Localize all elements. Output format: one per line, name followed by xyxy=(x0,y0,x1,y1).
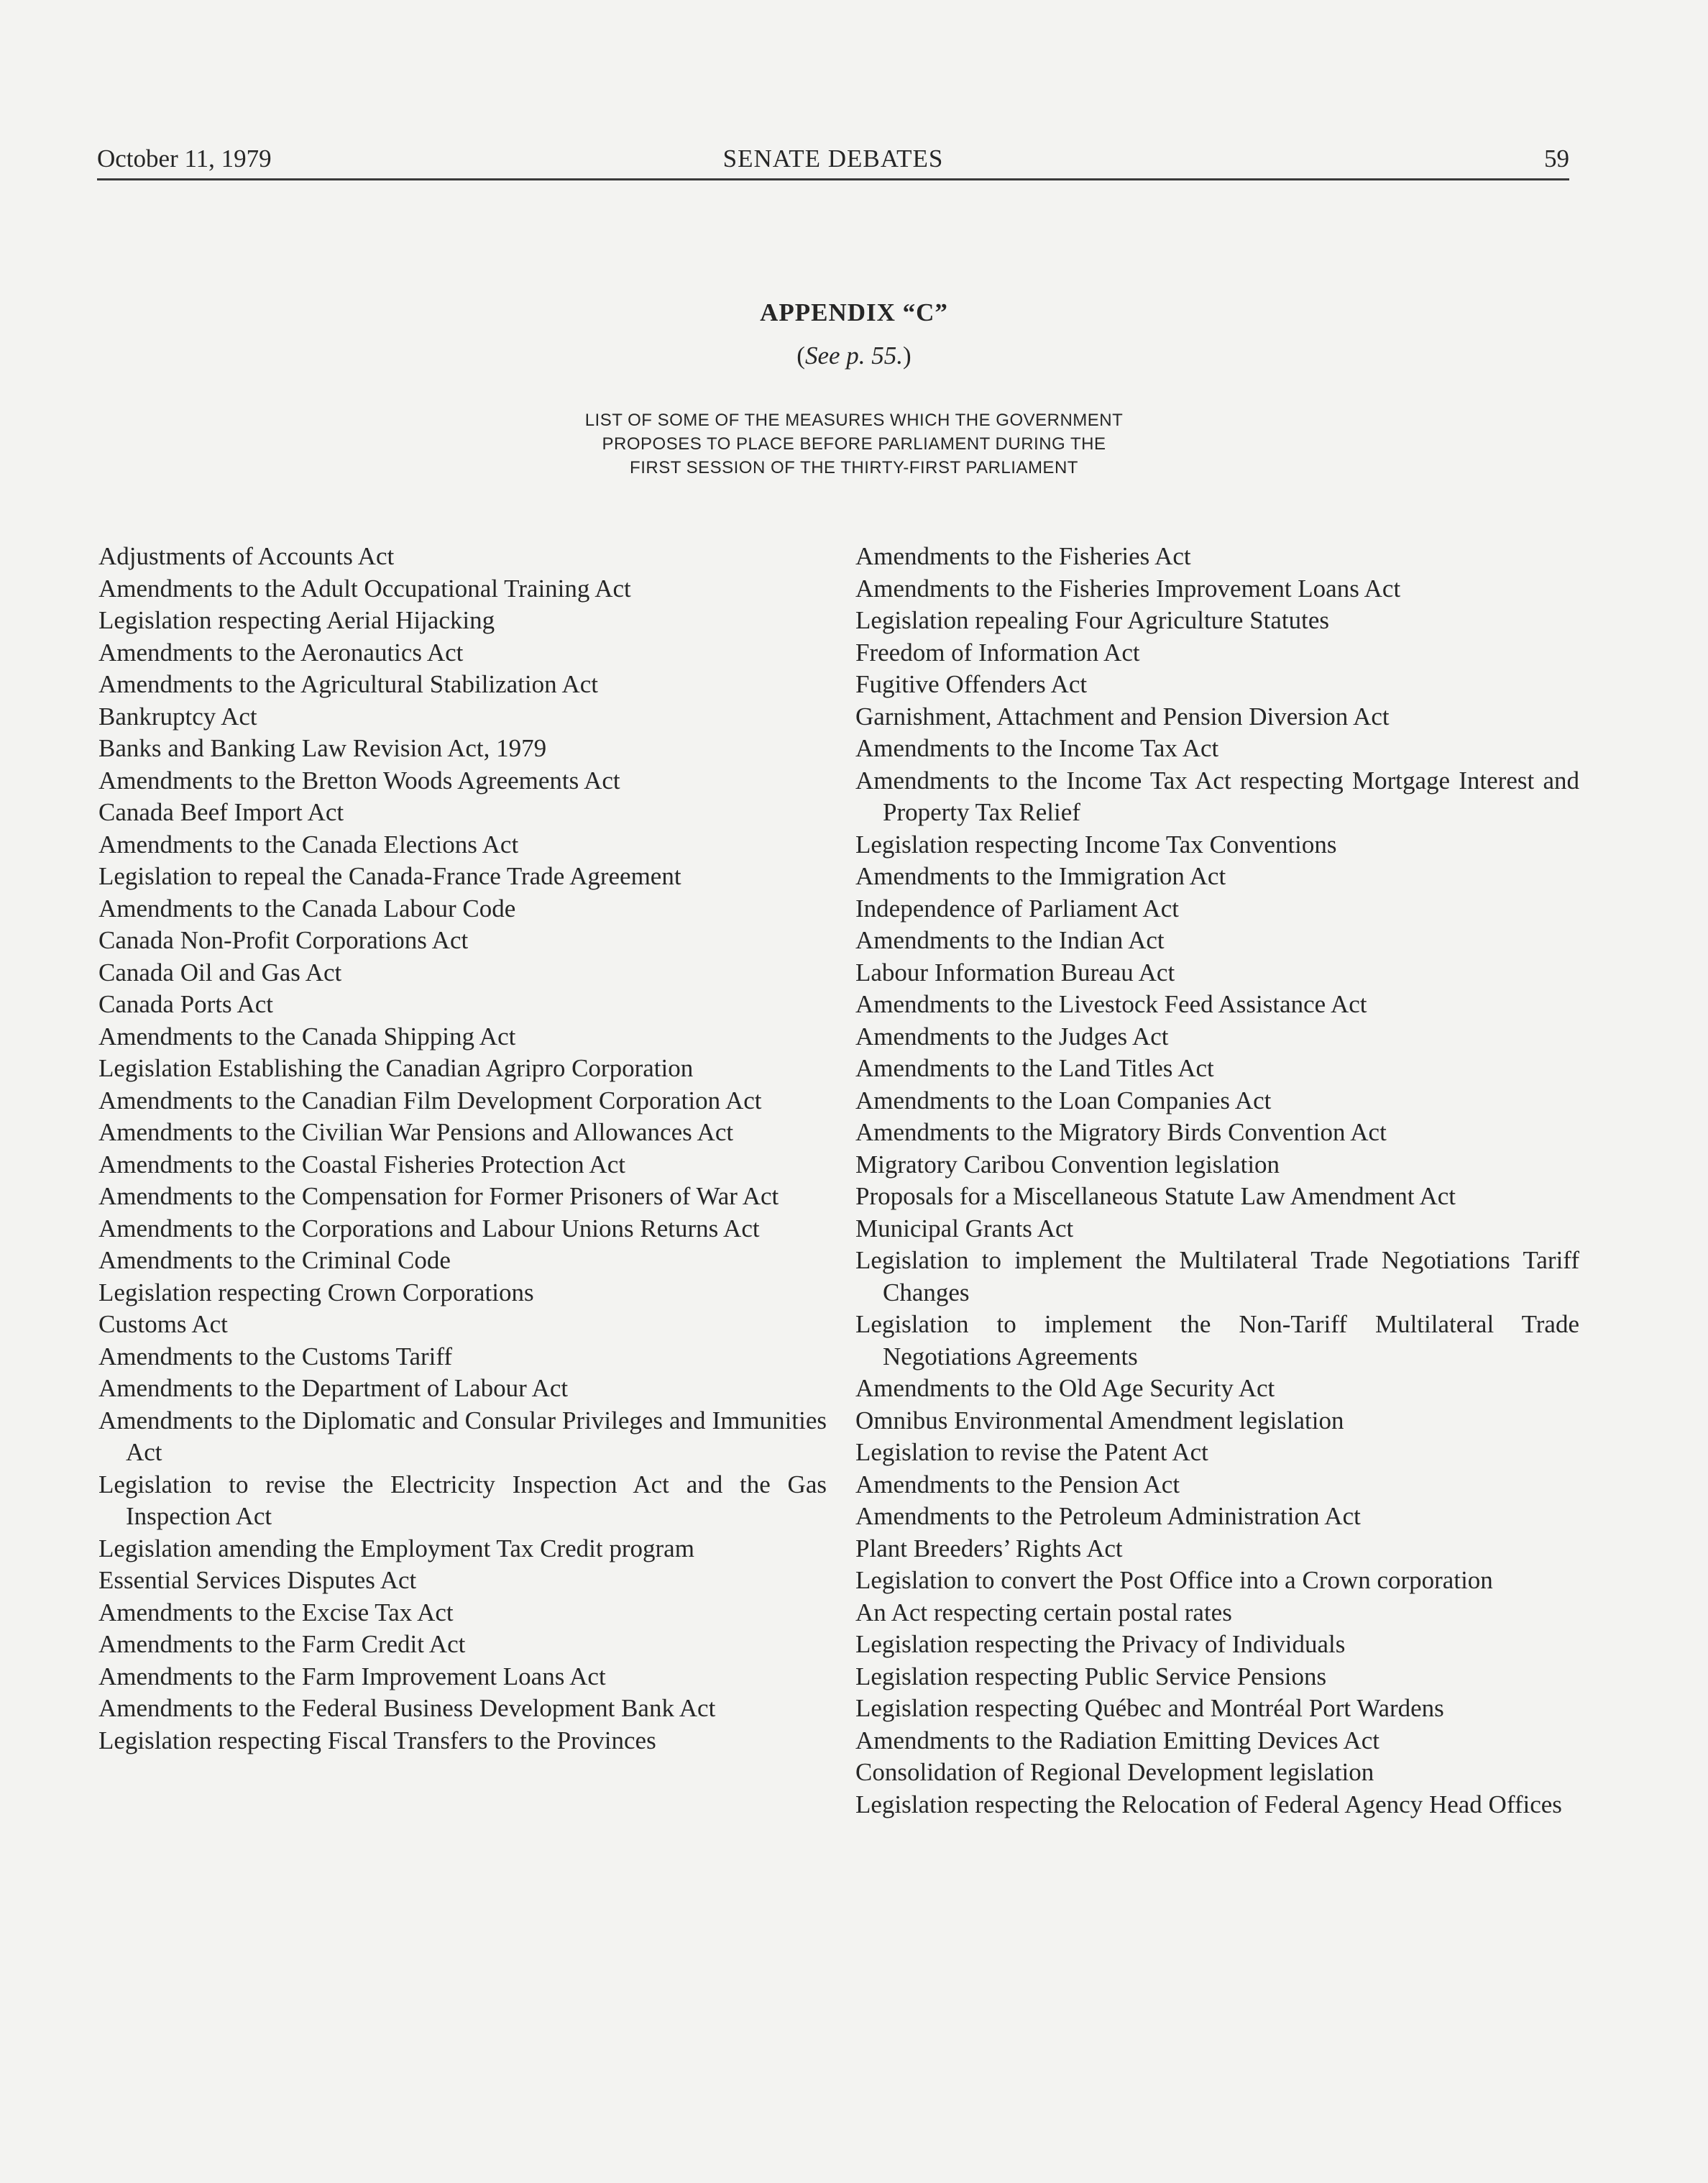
list-item: Amendments to the Farm Improvement Loans Act xyxy=(98,1662,606,1690)
list-heading-line: LIST OF SOME OF THE MEASURES WHICH THE GOVERNMENT xyxy=(584,411,1124,430)
list-item: Legislation respecting Income Tax Conventions xyxy=(855,830,1337,859)
list-item: Migratory Caribou Convention legislation xyxy=(855,1150,1280,1179)
list-item: Amendments to the Farm Credit Act xyxy=(98,1630,466,1658)
list-item: Amendments to the Coastal Fisheries Protection Act xyxy=(98,1150,625,1179)
list-item: Amendments to the Fisheries Improvement Loans Act xyxy=(855,574,1401,603)
list-item: Plant Breeders’ Rights Act xyxy=(855,1534,1123,1562)
list-item: Amendments to the Migratory Birds Convention Act xyxy=(855,1118,1387,1146)
list-item: Fugitive Offenders Act xyxy=(855,670,1088,698)
list-item: Amendments to the Excise Tax Act xyxy=(98,1598,454,1626)
list-item: Amendments to the Pension Act xyxy=(855,1470,1180,1498)
list-heading xyxy=(0,408,1708,480)
list-item: Canada Oil and Gas Act xyxy=(98,958,342,987)
list-item: Amendments to the Agricultural Stabilization Act xyxy=(98,670,599,698)
list-item: Legislation Establishing the Canadian Agripro Corporation xyxy=(98,1054,694,1082)
list-item: Omnibus Environmental Amendment legislation xyxy=(855,1406,1344,1434)
list-item: Essential Services Disputes Act xyxy=(98,1566,417,1594)
list-item: Amendments to the Loan Companies Act xyxy=(855,1086,1272,1115)
list-item: Amendments to the Livestock Feed Assistance Act xyxy=(855,990,1367,1018)
list-item: Legislation respecting the Relocation of Federal Agency Head Offices xyxy=(855,1790,1562,1818)
list-item: Canada Beef Import Act xyxy=(98,798,344,826)
list-item: Banks and Banking Law Revision Act, 1979 xyxy=(98,734,547,762)
list-item: Amendments to the Customs Tariff xyxy=(98,1342,453,1370)
appendix-reference: (See p. 55.) xyxy=(796,342,912,370)
list-item: Municipal Grants Act xyxy=(855,1214,1074,1242)
list-item: Amendments to the Canada Labour Code xyxy=(98,894,516,923)
list-item: Canada Ports Act xyxy=(98,990,274,1018)
list-item: Amendments to the Fisheries Act xyxy=(855,542,1191,570)
list-item: Amendments to the Radiation Emitting Devices Act xyxy=(855,1726,1380,1754)
measures-list-left xyxy=(98,541,827,1757)
list-item: Garnishment, Attachment and Pension Diversion Act xyxy=(855,702,1390,731)
list-item: Amendments to the Department of Labour Act xyxy=(98,1374,569,1402)
list-item: Amendments to the Indian Act xyxy=(855,926,1165,954)
list-item: Amendments to the Diplomatic and Consular Privileges and Immunities Act xyxy=(98,1406,827,1466)
page-number: 59 xyxy=(1544,145,1569,173)
header-date: October 11, 1979 xyxy=(97,145,272,173)
measures-list-right xyxy=(855,541,1579,1821)
list-item: Legislation to revise the Electricity Inspection Act and the Gas Inspection Act xyxy=(98,1470,827,1530)
list-item: Legislation repealing Four Agriculture Statutes xyxy=(855,606,1330,634)
list-item: Amendments to the Petroleum Administration Act xyxy=(855,1502,1361,1530)
list-item: Customs Act xyxy=(98,1310,228,1338)
list-item: Amendments to the Adult Occupational Training Act xyxy=(98,574,631,603)
list-item: Legislation to convert the Post Office into a Crown corporation xyxy=(855,1566,1493,1594)
page-header xyxy=(97,142,1569,180)
list-item: Amendments to the Civilian War Pensions and Allowances Act xyxy=(98,1118,734,1146)
list-item: Consolidation of Regional Development legislation xyxy=(855,1758,1374,1786)
list-item: Amendments to the Canada Elections Act xyxy=(98,830,519,859)
list-item: Canada Non-Profit Corporations Act xyxy=(98,926,469,954)
list-item: Amendments to the Income Tax Act xyxy=(855,734,1219,762)
list-item: Amendments to the Corporations and Labour Unions Returns Act xyxy=(98,1214,760,1242)
list-item: Legislation respecting Québec and Montréal Port Wardens xyxy=(855,1694,1444,1722)
list-item: Adjustments of Accounts Act xyxy=(98,542,395,570)
list-item: Legislation to implement the Multilateral Trade Negotiations Tariff Changes xyxy=(855,1246,1579,1306)
list-item: Legislation respecting Fiscal Transfers to the Provinces xyxy=(98,1726,656,1754)
list-item: Amendments to the Income Tax Act respecting Mortgage Interest and Property Tax Relief xyxy=(855,766,1579,826)
list-item: Legislation amending the Employment Tax Credit program xyxy=(98,1534,694,1562)
list-item: Amendments to the Criminal Code xyxy=(98,1246,451,1274)
list-item: Legislation to implement the Non-Tariff Multilateral Trade Negotiations Agreements xyxy=(855,1310,1579,1370)
appendix-title: APPENDIX “C” xyxy=(760,298,948,326)
list-item: Amendments to the Judges Act xyxy=(855,1022,1169,1051)
list-item: Legislation respecting the Privacy of Individuals xyxy=(855,1630,1346,1658)
list-item: Proposals for a Miscellaneous Statute Law Amendment Act xyxy=(855,1182,1456,1210)
list-item: Legislation to revise the Patent Act xyxy=(855,1438,1208,1466)
list-item: Amendments to the Aeronautics Act xyxy=(98,638,464,667)
list-item: Amendments to the Federal Business Development Bank Act xyxy=(98,1694,716,1722)
list-item: Bankruptcy Act xyxy=(98,702,257,731)
header-title: SENATE DEBATES xyxy=(722,145,944,173)
list-heading-line: PROPOSES TO PLACE BEFORE PARLIAMENT DURING THE xyxy=(602,434,1106,454)
list-item: Amendments to the Bretton Woods Agreements Act xyxy=(98,766,620,795)
list-item: Amendments to the Old Age Security Act xyxy=(855,1374,1275,1402)
list-item: Amendments to the Compensation for Former Prisoners of War Act xyxy=(98,1182,779,1210)
list-item: Legislation respecting Crown Corporations xyxy=(98,1278,534,1306)
list-item: Amendments to the Immigration Act xyxy=(855,862,1226,890)
list-item: Freedom of Information Act xyxy=(855,638,1140,667)
list-heading-line: FIRST SESSION OF THE THIRTY-FIRST PARLIAMENT xyxy=(630,458,1078,477)
list-item: Legislation to repeal the Canada-France Trade Agreement xyxy=(98,862,681,890)
list-item: Amendments to the Land Titles Act xyxy=(855,1054,1214,1082)
list-item: Legislation respecting Public Service Pensions xyxy=(855,1662,1327,1690)
list-item: An Act respecting certain postal rates xyxy=(855,1598,1232,1626)
list-item: Legislation respecting Aerial Hijacking xyxy=(98,606,495,634)
list-item: Amendments to the Canadian Film Development Corporation Act xyxy=(98,1086,762,1115)
list-item: Labour Information Bureau Act xyxy=(855,958,1175,987)
list-item: Amendments to the Canada Shipping Act xyxy=(98,1022,516,1051)
list-item: Independence of Parliament Act xyxy=(855,894,1179,923)
